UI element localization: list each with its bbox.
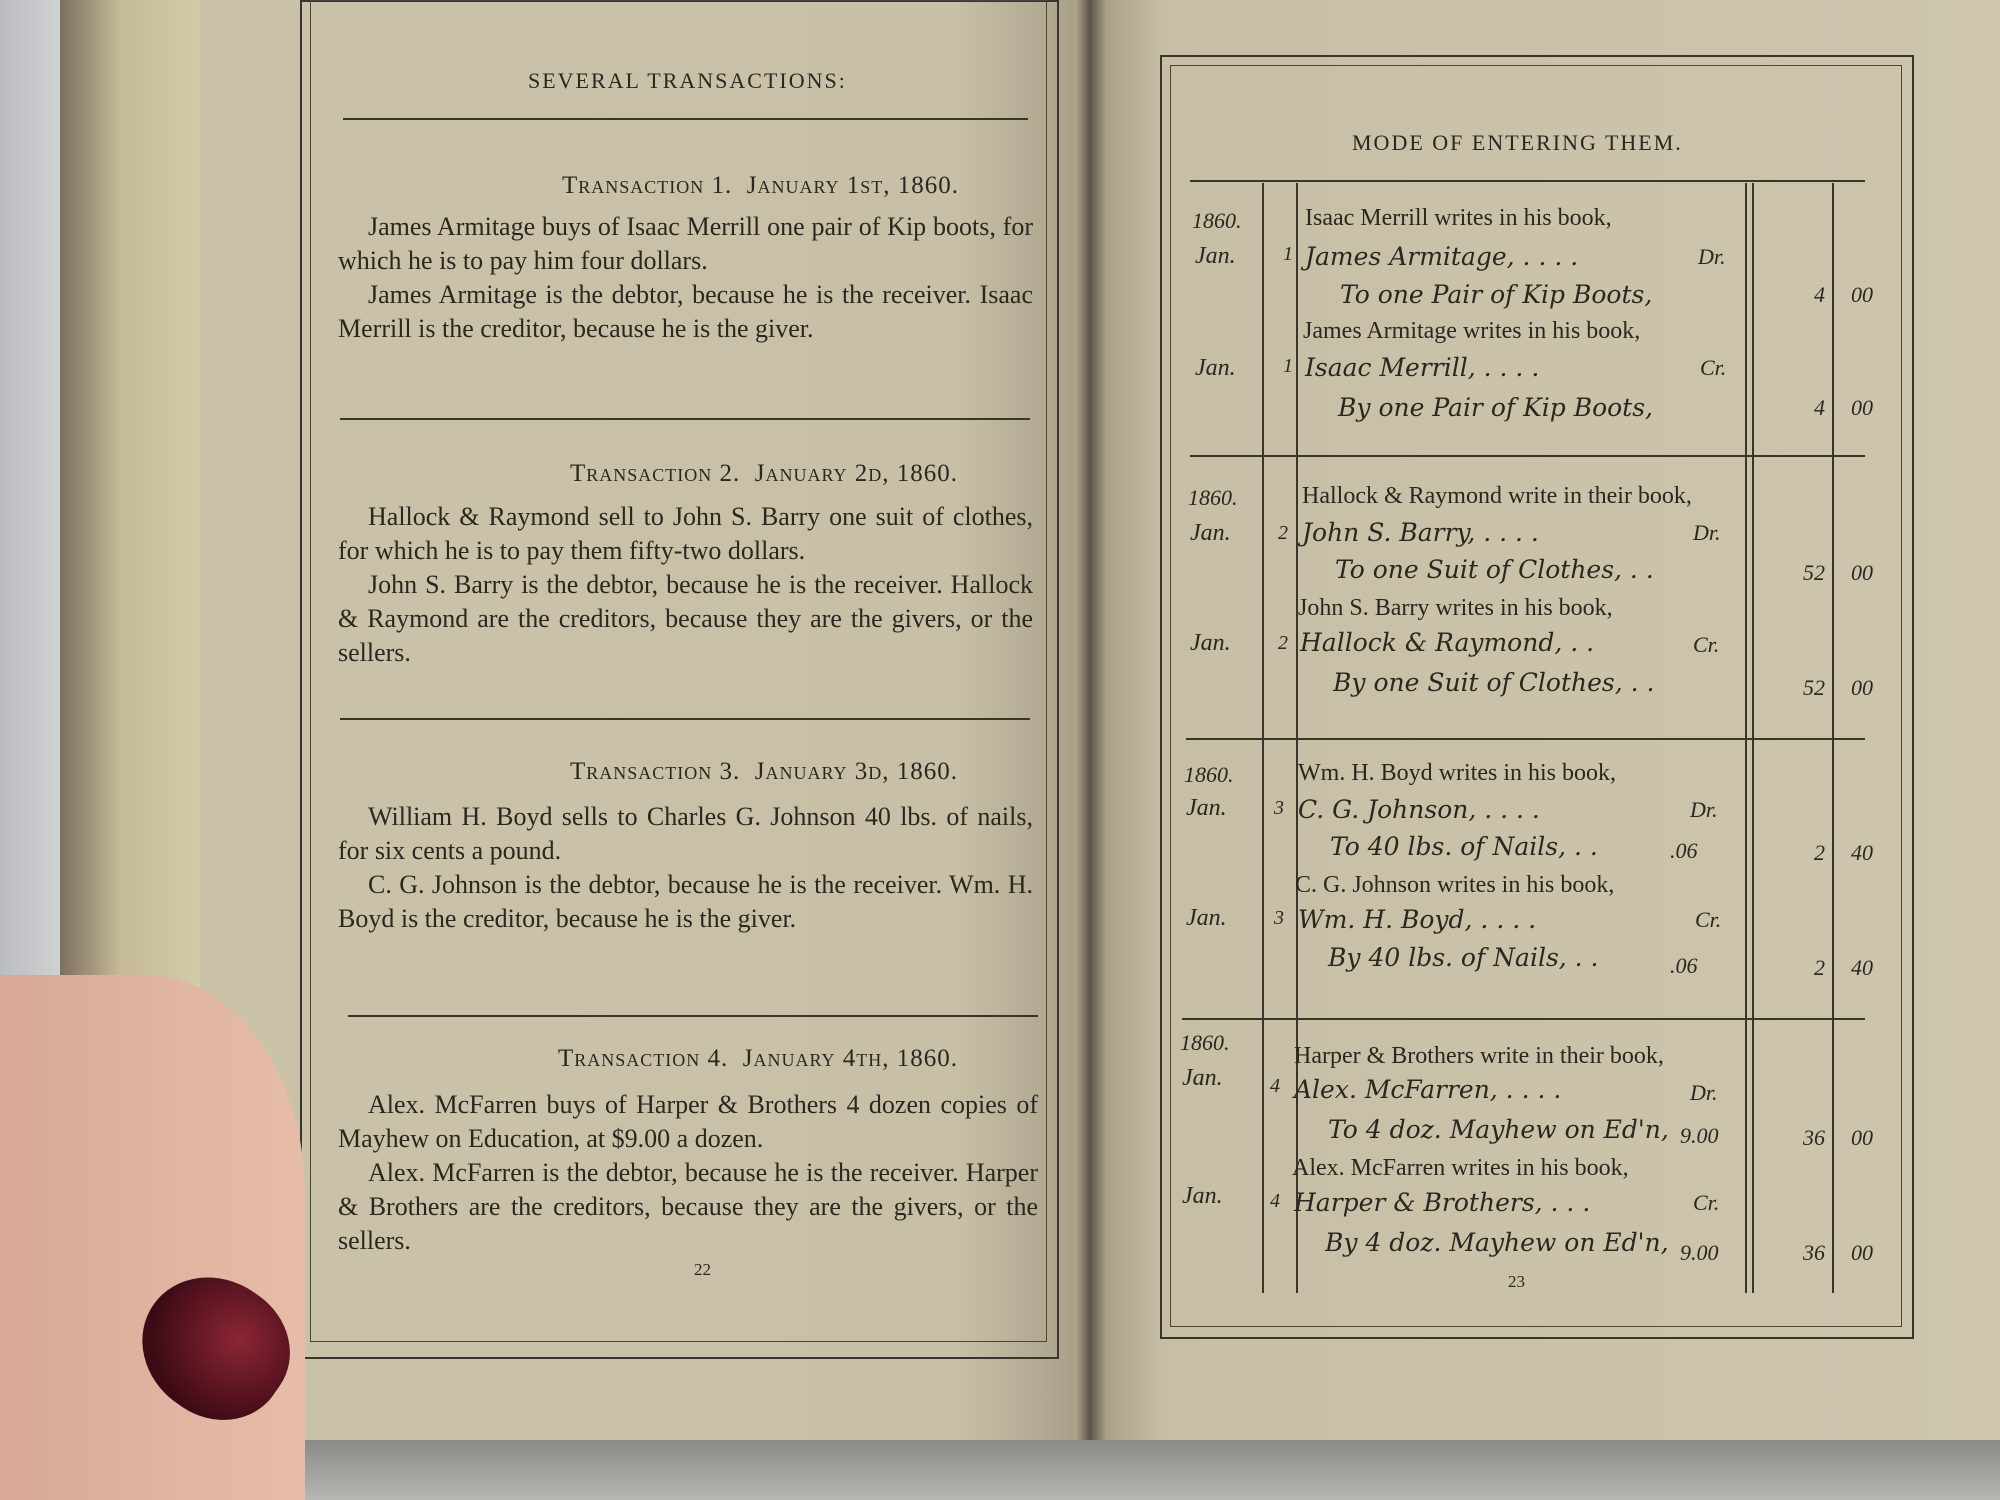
transaction-2-body <box>338 500 1033 670</box>
entry-3-cr-month: Jan. <box>1186 905 1227 931</box>
transaction-3-description: William H. Boyd sells to Charles G. Johnson 40 lbs. of nails, for six cents a pound. <box>338 802 1033 865</box>
transaction-4-title: Transaction 4. January 4th, 1860. <box>558 1045 959 1072</box>
entry-2-cr-marker: Cr. <box>1693 632 1720 657</box>
entry-3-writer-line: Wm. H. Boyd writes in his book, <box>1298 760 1616 786</box>
entry-2-writer-line: Hallock & Raymond write in their book, <box>1302 483 1692 509</box>
right-page-heading: MODE OF ENTERING THEM. <box>1352 130 1683 155</box>
transaction-3-body <box>338 800 1033 936</box>
entry-3-cr-day: 3 <box>1274 907 1284 929</box>
entry-1-credit-cents: 00 <box>1851 395 1873 420</box>
entry-2-debtor: John S. Barry, . . . . <box>1302 518 1539 547</box>
entry-2-dr-day: 2 <box>1278 522 1288 544</box>
ledger-section-rule <box>1186 738 1865 740</box>
entry-1-writer-line: Isaac Merrill writes in his book, <box>1305 205 1612 231</box>
entry-1-creditor: Isaac Merrill, . . . . <box>1305 353 1540 382</box>
entry-1-receiver-line: James Armitage writes in his book, <box>1303 318 1641 344</box>
transaction-3-explanation: C. G. Johnson is the debtor, because he is the receiver. Wm. H. Boyd is the creditor, because he is the giver. <box>338 870 1033 933</box>
entry-4-dr-month: Jan. <box>1182 1065 1223 1091</box>
ledger-section-rule <box>1190 455 1865 457</box>
entry-4-debtor: Alex. McFarren, . . . . <box>1294 1075 1562 1104</box>
left-page-number: 22 <box>694 1260 711 1279</box>
entry-3-dr-day: 3 <box>1274 797 1284 819</box>
entry-1-cr-day: 1 <box>1283 355 1293 377</box>
entry-1-debtor: James Armitage, . . . . <box>1305 242 1579 271</box>
entry-3-credit-item: By 40 lbs. of Nails, . . <box>1328 943 1599 972</box>
entry-2-credit-item: By one Suit of Clothes, . . <box>1333 668 1655 697</box>
entry-4-dr-day: 4 <box>1270 1075 1280 1097</box>
entry-3-receiver-line: C. G. Johnson writes in his book, <box>1295 872 1615 898</box>
transaction-4-explanation: Alex. McFarren is the debtor, because he is the receiver. Harper & Brothers are the creditors, because they are the givers, or the sellers. <box>338 1158 1038 1255</box>
entry-2-year: 1860. <box>1188 485 1238 510</box>
transaction-2-title: Transaction 2. January 2d, 1860. <box>570 460 959 487</box>
entry-1-cr-marker: Cr. <box>1700 355 1727 380</box>
transaction-2-description: Hallock & Raymond sell to John S. Barry one suit of clothes, for which he is to pay them fifty-two dollars. <box>338 502 1033 565</box>
entry-2-receiver-line: John S. Barry writes in his book, <box>1298 595 1613 621</box>
entry-3-debit-cents: 40 <box>1851 840 1873 865</box>
heading-rule <box>343 118 1028 120</box>
transaction-1-description: James Armitage buys of Isaac Merrill one pair of Kip boots, for which he is to pay him four dollars. <box>338 212 1033 275</box>
ledger-section-rule <box>1182 1018 1865 1020</box>
left-page-heading: SEVERAL TRANSACTIONS: <box>528 68 847 93</box>
entry-1-credit-dollars: 4 <box>1814 395 1825 420</box>
entry-2-debit-cents: 00 <box>1851 560 1873 585</box>
entry-4-cr-day: 4 <box>1270 1190 1280 1212</box>
entry-3-cr-marker: Cr. <box>1695 907 1722 932</box>
entry-4-creditor: Harper & Brothers, . . . <box>1294 1188 1591 1217</box>
entry-4-debit-item: To 4 doz. Mayhew on Ed'n, <box>1328 1115 1669 1144</box>
entry-3-year: 1860. <box>1184 762 1234 787</box>
entry-4-receiver-line: Alex. McFarren writes in his book, <box>1292 1155 1629 1181</box>
entry-2-dr-month: Jan. <box>1190 520 1231 546</box>
transaction-2-explanation: John S. Barry is the debtor, because he is the receiver. Hallock & Raymond are the creditors, because they are the givers, or the sellers. <box>338 570 1033 667</box>
entry-3-creditor: Wm. H. Boyd, . . . . <box>1298 905 1537 934</box>
entry-2-debit-dollars: 52 <box>1803 560 1825 585</box>
entry-3-credit-rate: .06 <box>1670 953 1698 978</box>
entry-4-debit-cents: 00 <box>1851 1125 1873 1150</box>
entry-1-debit-item: To one Pair of Kip Boots, <box>1340 280 1653 309</box>
entry-4-credit-item: By 4 doz. Mayhew on Ed'n, <box>1325 1228 1669 1257</box>
transaction-1-body <box>338 210 1033 346</box>
divider-rule <box>340 418 1030 420</box>
entry-4-writer-line: Harper & Brothers write in their book, <box>1294 1043 1664 1069</box>
entry-3-debit-rate: .06 <box>1670 838 1698 863</box>
entry-2-creditor: Hallock & Raymond, . . <box>1300 628 1595 657</box>
entry-2-cr-month: Jan. <box>1190 630 1231 656</box>
transaction-4-body <box>338 1088 1038 1258</box>
entry-1-debit-dollars: 4 <box>1814 282 1825 307</box>
transaction-1-explanation: James Armitage is the debtor, because he is the receiver. Isaac Merrill is the creditor, because he is the giver. <box>338 280 1033 343</box>
entry-4-debit-dollars: 36 <box>1803 1125 1825 1150</box>
entry-3-credit-dollars: 2 <box>1814 955 1825 980</box>
entry-2-cr-day: 2 <box>1278 632 1288 654</box>
entry-2-debit-item: To one Suit of Clothes, . . <box>1335 555 1654 584</box>
entry-4-debit-rate: 9.00 <box>1680 1123 1719 1148</box>
entry-4-credit-dollars: 36 <box>1803 1240 1825 1265</box>
divider-rule <box>348 1015 1038 1017</box>
divider-rule <box>340 718 1030 720</box>
entry-3-credit-cents: 40 <box>1851 955 1873 980</box>
entry-1-dr-marker: Dr. <box>1698 244 1726 269</box>
entry-4-credit-cents: 00 <box>1851 1240 1873 1265</box>
entry-3-debit-item: To 40 lbs. of Nails, . . <box>1330 832 1598 861</box>
book-gutter <box>1075 0 1105 1450</box>
entry-1-credit-item: By one Pair of Kip Boots, <box>1338 393 1654 422</box>
transaction-4-description: Alex. McFarren buys of Harper & Brothers 4 dozen copies of Mayhew on Education, at $9.00 a dozen. <box>338 1090 1038 1153</box>
right-page-number: 23 <box>1508 1272 1525 1291</box>
ledger-top-rule <box>1190 180 1865 182</box>
entry-2-credit-dollars: 52 <box>1803 675 1825 700</box>
entry-2-dr-marker: Dr. <box>1693 520 1721 545</box>
entry-1-cr-month: Jan. <box>1195 355 1236 381</box>
entry-3-dr-marker: Dr. <box>1690 797 1718 822</box>
entry-1-year: 1860. <box>1192 208 1242 233</box>
entry-4-cr-marker: Cr. <box>1693 1190 1720 1215</box>
entry-1-dr-month: Jan. <box>1195 243 1236 269</box>
entry-1-dr-day: 1 <box>1283 243 1293 265</box>
entry-1-debit-cents: 00 <box>1851 282 1873 307</box>
entry-3-debtor: C. G. Johnson, . . . . <box>1298 795 1540 824</box>
entry-4-cr-month: Jan. <box>1182 1183 1223 1209</box>
entry-4-credit-rate: 9.00 <box>1680 1240 1719 1265</box>
entry-2-credit-cents: 00 <box>1851 675 1873 700</box>
transaction-3-title: Transaction 3. January 3d, 1860. <box>570 758 959 785</box>
entry-4-year: 1860. <box>1180 1030 1230 1055</box>
transaction-1-title: Transaction 1. January 1st, 1860. <box>562 172 960 199</box>
entry-3-dr-month: Jan. <box>1186 795 1227 821</box>
entry-3-debit-dollars: 2 <box>1814 840 1825 865</box>
entry-4-dr-marker: Dr. <box>1690 1080 1718 1105</box>
hand <box>0 975 305 1500</box>
